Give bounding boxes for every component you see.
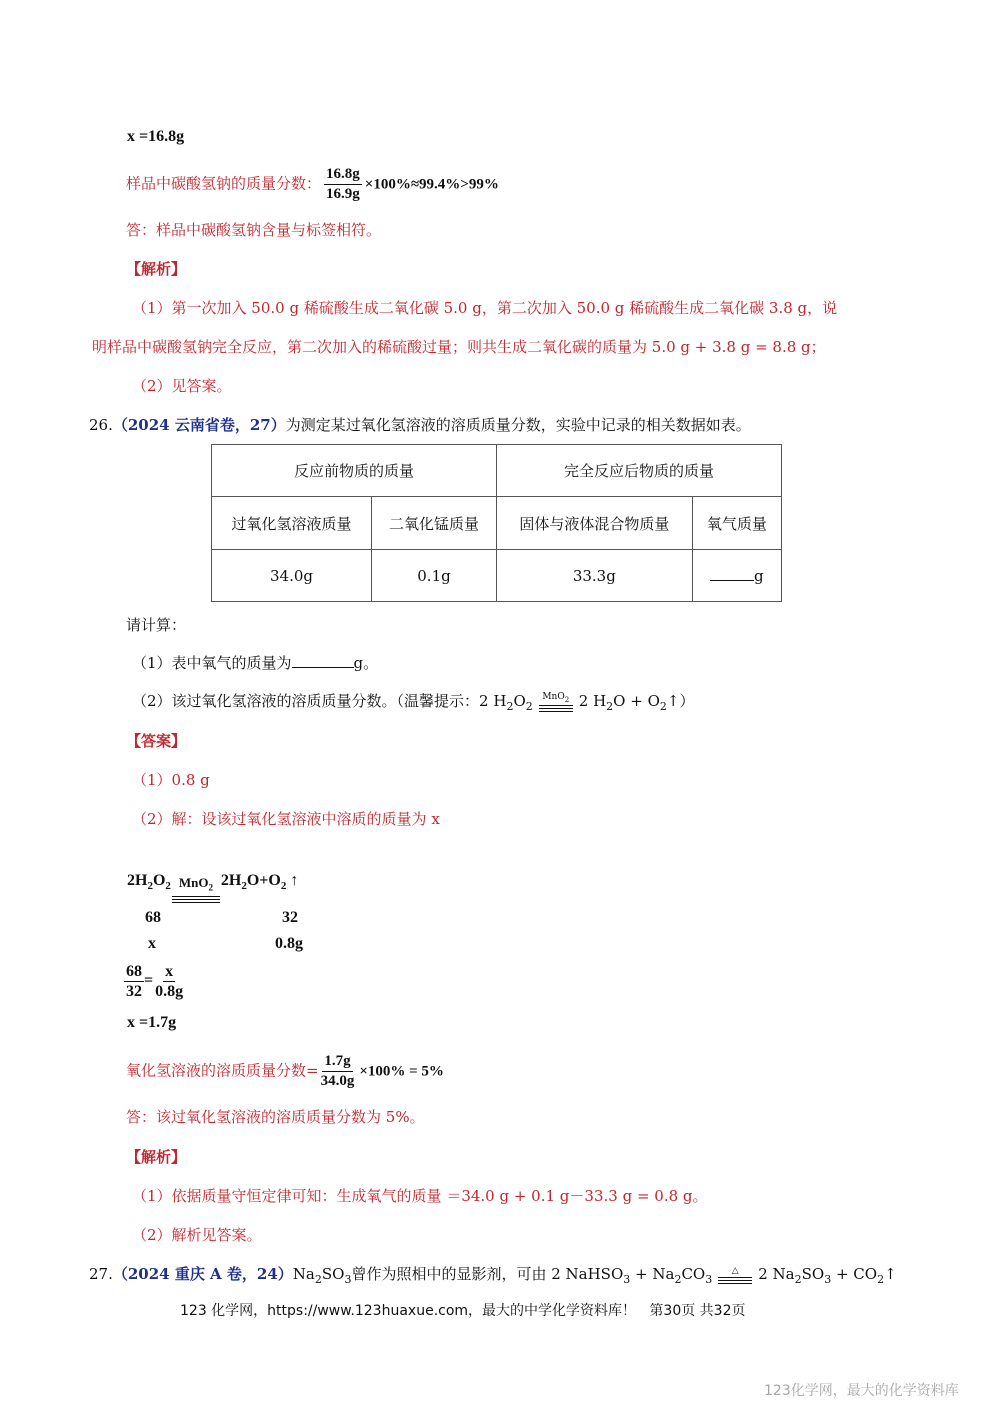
table-col-oxygen: 氧气质量 bbox=[692, 497, 781, 550]
table-cell-mno2: 0.1g bbox=[372, 550, 497, 602]
answer-line-1: 答：样品中碳酸氢钠含量与标签相符。 bbox=[126, 221, 382, 239]
mass-fraction-line bbox=[126, 165, 499, 204]
catalyst-mno2: MnO bbox=[178, 875, 209, 890]
ratio-right-num: x bbox=[165, 963, 174, 980]
table-cell-oxygen bbox=[692, 550, 781, 602]
unknown-x: x bbox=[148, 935, 156, 952]
analysis-1-line-1: （1）第一次加入 50.0 g 稀硫酸生成二氧化碳 5.0 g，第二次加入 50.0 g 稀硫酸生成二氧化碳 3.8 g，说 bbox=[132, 299, 838, 317]
analysis-heading-1: 【解析】 bbox=[126, 260, 187, 278]
question-27-source: （2024 重庆 A 卷，24） bbox=[112, 1265, 293, 1283]
ratio-equation: $\frac{68}{32}$ = $\frac{x}{0.8g}$ bbox=[126, 963, 184, 1000]
data-table bbox=[211, 444, 782, 602]
oxygen-mass-value: 0.8g bbox=[275, 935, 303, 952]
solute-fraction-tail: ×100% = 5% bbox=[359, 1063, 444, 1080]
sub-question-1-text: （1）表中氧气的质量为 bbox=[132, 654, 292, 672]
question-27-number: 27. bbox=[89, 1265, 113, 1283]
answer-26-1: （1）0.8 g bbox=[132, 771, 210, 789]
ratio-left bbox=[124, 962, 144, 1001]
result-x-1-7: x =1.7g bbox=[127, 1014, 177, 1031]
question-number: 26. bbox=[89, 416, 113, 434]
catalyst-label: MnO bbox=[542, 691, 565, 702]
solute-fraction-num: 1.7g bbox=[322, 1052, 352, 1072]
ratio-right bbox=[153, 962, 185, 1001]
fraction-tail: ×100%≈99.4%>99% bbox=[364, 176, 499, 193]
sub-question-1-unit: g。 bbox=[353, 654, 379, 672]
watermark: 123化学网，最大的化学资料库 bbox=[764, 1383, 959, 1399]
question-26-stem bbox=[89, 414, 751, 435]
answer-26-final: 答：该过氧化氢溶液的溶质质量分数为 5%。 bbox=[126, 1108, 425, 1126]
table-col-h2o2: 过氧化氢溶液质量 bbox=[212, 497, 372, 550]
sub-question-2-text: （2）该过氧化氢溶液的溶质质量分数。（温馨提示：2 H bbox=[132, 692, 507, 710]
solute-fraction-den: 34.0g bbox=[320, 1073, 355, 1089]
mass-fraction-label: 样品中碳酸氢钠的质量分数： bbox=[126, 174, 322, 193]
ratio-left-den: 32 bbox=[126, 983, 142, 1000]
table-cell-h2o2: 34.0g bbox=[212, 550, 372, 602]
analysis-heading-26: 【解析】 bbox=[126, 1148, 187, 1166]
blank-underline bbox=[710, 566, 754, 581]
analysis-1-line-3: （2）见答案。 bbox=[132, 377, 232, 395]
molar-mass-h2o2: 68 bbox=[145, 909, 161, 926]
table-col-mno2: 二氧化锰质量 bbox=[372, 497, 497, 550]
fraction-numerator: 16.8g bbox=[324, 165, 362, 185]
prompt-calc: 请计算： bbox=[126, 616, 187, 634]
ratio-right-den: 0.8g bbox=[155, 983, 184, 1000]
chemical-equation: $2H_2O_2$ MnO$_2$ $2H_2O+O_2$ ↑ bbox=[127, 872, 298, 903]
table-header-after: 完全反应后物质的质量 bbox=[497, 445, 782, 497]
question-27-stem: 27.（2024 重庆 A 卷，$24)Na_2SO_3$曾作为照相中的显影剂，可由 2 NaHSO$_3$ + $Na_2CO_3$ △ 2 $Na_2SO_3$ + $CO_2↑$ bbox=[89, 1265, 897, 1286]
footer-page-number: 第30页 共32页 bbox=[649, 1303, 746, 1319]
analysis-1-line-2: 明样品中碳酸氢钠完全反应，第二次加入的稀硫酸过量；则共生成二氧化碳的质量为 5.0 g + 3.8 g = 8.8 g； bbox=[92, 338, 826, 356]
table-col-mixture: 固体与液体混合物质量 bbox=[497, 497, 693, 550]
question-text: 为测定某过氧化氢溶液的溶质质量分数，实验中记录的相关数据如表。 bbox=[285, 416, 751, 434]
table-cell-mixture: 33.3g bbox=[497, 550, 693, 602]
solute-fraction-line bbox=[126, 1052, 444, 1091]
ratio-left-num: 68 bbox=[126, 963, 142, 980]
heat-symbol: △ bbox=[731, 1266, 739, 1276]
solute-fraction bbox=[319, 1052, 357, 1091]
answer-26-2: （2）解：设该过氧化氢溶液中溶质的质量为 x bbox=[132, 810, 440, 828]
analysis-26-line-1: （1）依据质量守恒定律可知：生成氧气的质量 ＝34.0 g + 0.1 g－33.3 g = 0.8 g。 bbox=[132, 1187, 708, 1205]
question-27-text: 曾作为照相中的显影剂，可由 2 NaHSO bbox=[351, 1265, 624, 1283]
result-x-16-8: x =16.8g bbox=[127, 128, 185, 145]
page-footer bbox=[180, 1300, 746, 1320]
blank-line bbox=[292, 653, 354, 668]
sub-question-1 bbox=[132, 652, 378, 673]
sub-question-2-close: ） bbox=[679, 692, 695, 710]
sub-question-2: （2）该过氧化氢溶液的溶质质量分数。（温馨提示：2 $H_2O_2$ MnO$_2$ 2 $H_2O$ + $O_2↑$） bbox=[132, 691, 695, 713]
table-header-before: 反应前物质的质量 bbox=[212, 445, 497, 497]
answer-heading: 【答案】 bbox=[126, 732, 187, 750]
solute-fraction-label: 氧化氢溶液的溶质质量分数= bbox=[126, 1061, 319, 1080]
catalyst-equation-condition: MnO$_2$ bbox=[172, 876, 220, 903]
heat-condition bbox=[718, 1266, 752, 1284]
analysis-26-line-2: （2）解析见答案。 bbox=[132, 1226, 262, 1244]
question-source: （2024 云南省卷，27） bbox=[112, 416, 286, 434]
mass-fraction-fraction bbox=[324, 165, 362, 204]
fraction-denominator: 16.9g bbox=[326, 186, 360, 202]
molar-mass-o2: 32 bbox=[282, 909, 298, 926]
catalyst-condition: MnO$_2$ bbox=[539, 692, 573, 713]
oxygen-unit: g bbox=[754, 567, 764, 585]
footer-site: 123 化学网，https://www.123huaxue.com，最大的中学化学资料库！ bbox=[180, 1303, 637, 1319]
